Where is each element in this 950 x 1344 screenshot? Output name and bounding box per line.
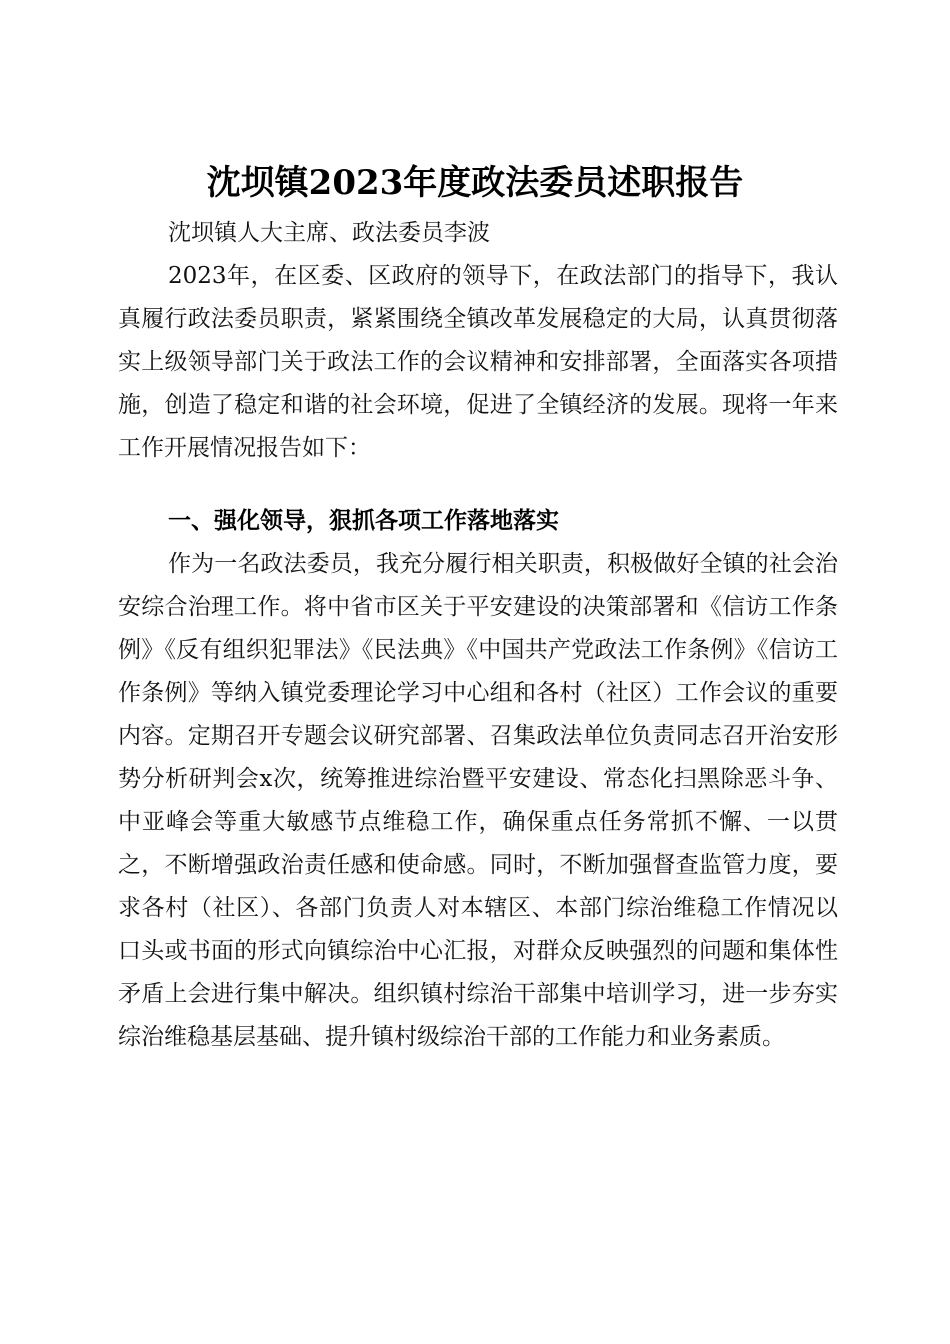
section-paragraph: 作为一名政法委员，我充分履行相关职责，积极做好全镇的社会治安综合治理工作。将中省市区关于平安建设的决策部署和《信访工作条例》《反有组织犯罪法》《民法典》《中国共产党政法工作条例》《信访工作条例》等纳入镇党委理论学习中心组和各村（社区）工作会议的重要内容。定期召开专题会议研究部署、召集政法单位负责同志召开治安形势分析研判会x次，统筹推进综治暨平安建设、常态化扫黑除恶斗争、中亚峰会等重大敏感节点维稳工作，确保重点任务常抓不懈、一以贯之，不断增强政治责任感和使命感。同时，不断加强督查监管力度，要求各村（社区）、各部门负责人对本辖区、本部门综治维稳工作情况以口头或书面的形式向镇综治中心汇报，对群众反映强烈的问题和集体性矛盾上会进行集中解决。组织镇村综治干部集中培训学习，进一步夯实综治维稳基层基础、提升镇村级综治干部的工作能力和业务素质。 xyxy=(118,551,838,1050)
author-line: 沈坝镇人大主席、政法委员李波 xyxy=(168,220,490,246)
intro-paragraph: 2023年，在区委、区政府的领导下，在政法部门的指导下，我认真履行政法委员职责，紧紧围绕全镇改革发展稳定的大局，认真贯彻落实上级领导部门关于政法工作的会议精神和安排部署，全面落实各项措施，创造了稳定和谐的社会环境，促进了全镇经济的发展。现将一年来工作开展情况报告如下： xyxy=(118,263,838,461)
section-heading: 一、强化领导，狠抓各项工作落地落实 xyxy=(168,508,559,534)
document-title: 沈坝镇2023年度政法委员述职报告 xyxy=(206,162,744,203)
